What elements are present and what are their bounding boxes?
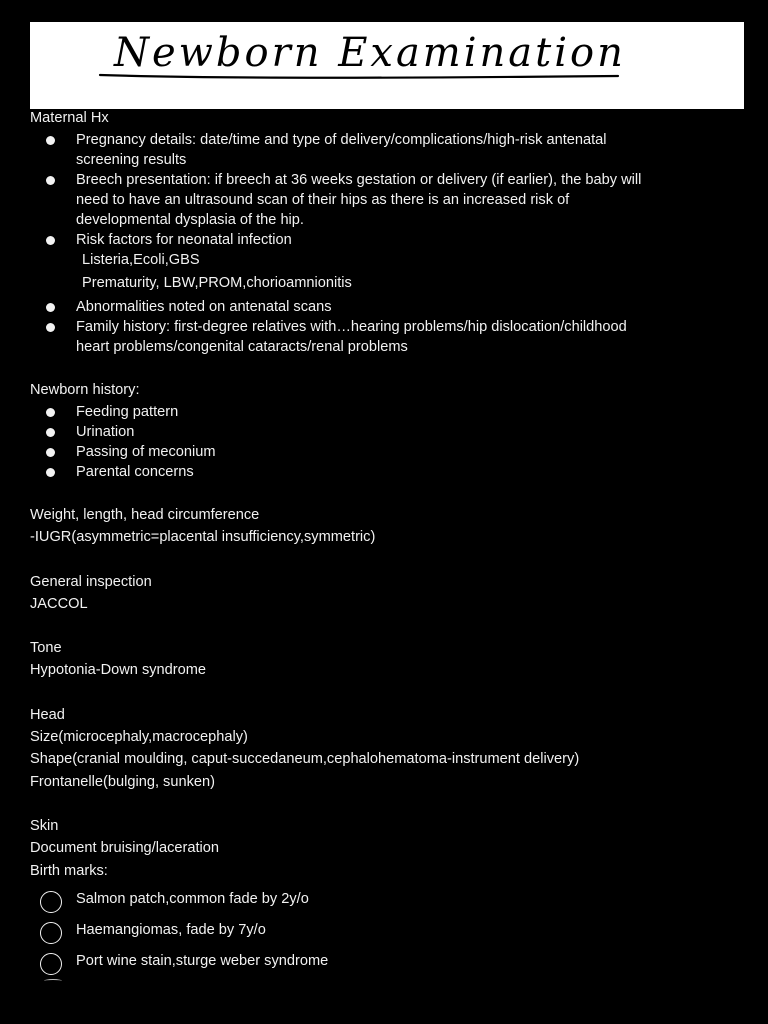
general-inspection-line: JACCOL bbox=[30, 595, 88, 612]
checklist-item[interactable] bbox=[30, 888, 740, 919]
handwritten-title bbox=[30, 22, 744, 109]
list-item bbox=[30, 462, 740, 482]
bullet-icon bbox=[46, 428, 55, 437]
list-item bbox=[30, 170, 740, 230]
list-item-text: Abnormalities noted on antenatal scans bbox=[76, 299, 332, 315]
bullet-icon bbox=[46, 448, 55, 457]
sub-item: Listeria,Ecoli,GBS bbox=[82, 252, 200, 268]
tone-heading: Tone bbox=[30, 640, 62, 657]
sub-item: Prematurity, LBW,PROM,chorioamnionitis bbox=[82, 275, 352, 291]
checklist-item-text: Salmon patch,common fade by 2y/o bbox=[76, 890, 309, 907]
list-item-text: need to have an ultrasound scan of their hips as there is an increased risk of bbox=[76, 192, 570, 208]
checkbox-circle-icon[interactable] bbox=[40, 891, 62, 913]
newborn-history-list bbox=[30, 402, 740, 482]
checkbox-circle-icon[interactable] bbox=[40, 953, 62, 975]
list-item-text: Risk factors for neonatal infection bbox=[76, 232, 292, 248]
growth-section bbox=[30, 504, 740, 549]
checklist-item-text: Port wine stain,sturge weber syndrome bbox=[76, 952, 329, 969]
partial-circle-icon bbox=[44, 979, 62, 983]
list-item bbox=[30, 230, 740, 250]
skin-section bbox=[30, 815, 740, 882]
checklist-item[interactable] bbox=[30, 950, 740, 981]
bullet-icon bbox=[46, 136, 55, 145]
list-item bbox=[30, 442, 740, 462]
growth-line: -IUGR(asymmetric=placental insufficiency,symmetric) bbox=[30, 529, 376, 546]
head-line: Frontanelle(bulging, sunken) bbox=[30, 773, 215, 790]
list-item-text: Family history: first-degree relatives with…hearing problems/hip dislocation/childhood bbox=[76, 319, 627, 335]
list-item bbox=[30, 297, 740, 317]
bullet-icon bbox=[46, 468, 55, 477]
skin-line: Birth marks: bbox=[30, 862, 108, 879]
list-item-text: Feeding pattern bbox=[76, 404, 179, 420]
list-item-text: Parental concerns bbox=[76, 464, 194, 480]
list-item bbox=[30, 317, 740, 357]
maternal-hx-list-cont bbox=[30, 297, 740, 357]
list-item bbox=[30, 402, 740, 422]
bullet-icon bbox=[46, 408, 55, 417]
list-item-text: Breech presentation: if breech at 36 weeks gestation or delivery (if earlier), the baby will bbox=[76, 172, 642, 188]
head-section bbox=[30, 704, 740, 793]
general-inspection-heading: General inspection bbox=[30, 573, 152, 590]
skin-line: Document bruising/laceration bbox=[30, 840, 220, 857]
bullet-icon bbox=[46, 303, 55, 312]
list-item-text: heart problems/congenital cataracts/renal problems bbox=[76, 339, 408, 355]
bullet-icon bbox=[46, 176, 55, 185]
birth-marks-list bbox=[30, 888, 740, 981]
list-item-text: Passing of meconium bbox=[76, 444, 216, 460]
maternal-hx-heading: Maternal Hx bbox=[30, 110, 109, 126]
checklist-item[interactable] bbox=[30, 919, 740, 950]
skin-heading: Skin bbox=[30, 817, 59, 834]
note-body bbox=[30, 108, 740, 981]
general-inspection-section bbox=[30, 571, 740, 616]
checkbox-circle-icon[interactable] bbox=[40, 922, 62, 944]
head-line: Size(microcephaly,macrocephaly) bbox=[30, 729, 248, 746]
bullet-icon bbox=[46, 323, 55, 332]
head-line: Shape(cranial moulding, caput-succedaneum,cephalohematoma-instrument delivery) bbox=[30, 751, 580, 768]
bullet-icon bbox=[46, 236, 55, 245]
newborn-history-heading: Newborn history: bbox=[30, 382, 140, 398]
tone-section bbox=[30, 637, 740, 682]
maternal-hx-list bbox=[30, 130, 740, 250]
list-item-text: Urination bbox=[76, 424, 135, 440]
checklist-item-text: Haemangiomas, fade by 7y/o bbox=[76, 921, 266, 938]
list-item-text: developmental dysplasia of the hip. bbox=[76, 212, 304, 228]
list-item-text: Pregnancy details: date/time and type of delivery/complications/high-risk antenatal bbox=[76, 132, 607, 148]
title-banner bbox=[30, 22, 744, 109]
growth-heading: Weight, length, head circumference bbox=[30, 507, 260, 523]
list-item-text: screening results bbox=[76, 152, 187, 168]
note-title: Newborn Examination bbox=[114, 30, 626, 76]
list-item bbox=[30, 422, 740, 442]
list-item bbox=[30, 130, 740, 170]
head-heading: Head bbox=[30, 706, 65, 723]
tone-line: Hypotonia-Down syndrome bbox=[30, 662, 207, 679]
